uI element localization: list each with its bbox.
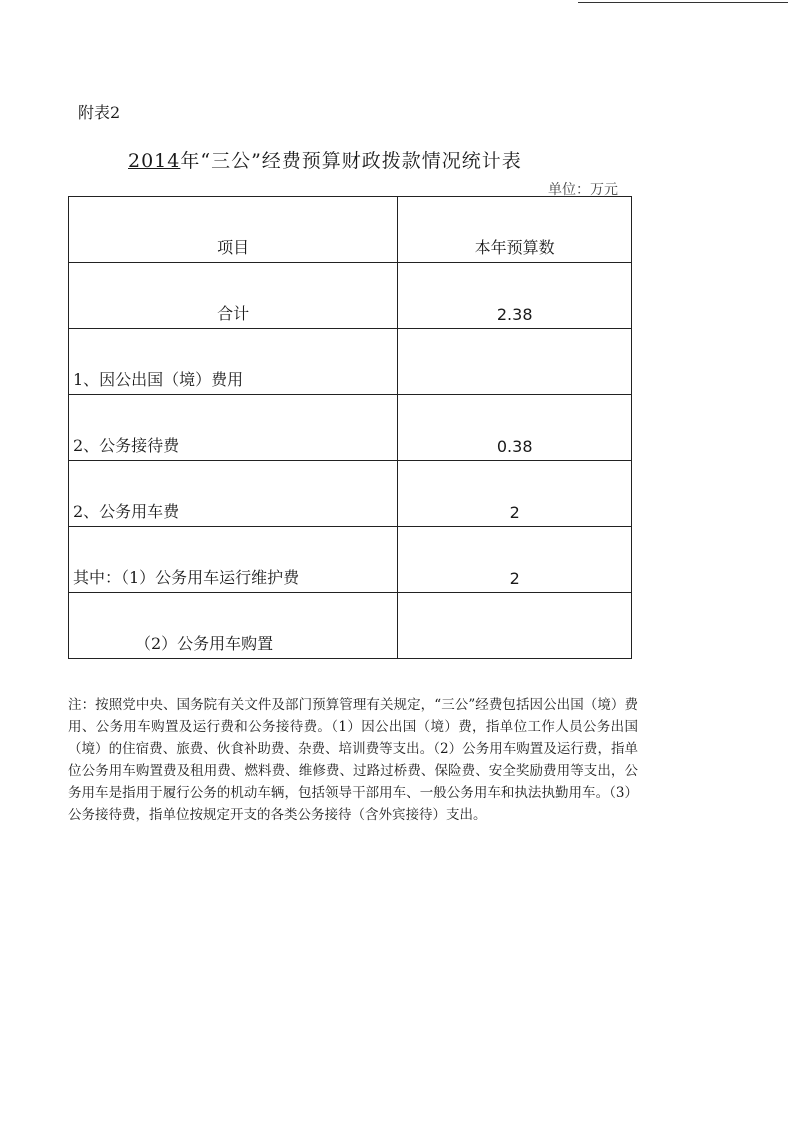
title-year: 2014 [128,150,181,172]
row-item: 1、因公出国（境）费用 [69,329,398,395]
table-row [69,329,632,395]
row-item: 合计 [69,263,398,329]
row-value: 2 [398,461,632,527]
table-row [69,527,632,593]
header-value: 本年预算数 [398,197,632,263]
table-row [69,461,632,527]
row-value: 0.38 [398,395,632,461]
appendix-label: 附表2 [78,103,121,122]
table-row [69,263,632,329]
row-value [398,329,632,395]
document-title [128,146,522,173]
top-edge-line [578,2,788,3]
row-item: 2、公务用车费 [69,461,398,527]
table-row [69,395,632,461]
table-header-row [69,197,632,263]
row-value [398,593,632,659]
footnote: 注：按照党中央、国务院有关文件及部门预算管理有关规定，“三公”经费包括因公出国（境）费用、公务用车购置及运行费和公务接待费。（1）因公出国（境）费，指单位工作人员公务出国（境）的住宿费、旅费、伙食补助费、杂费、培训费等支出。（2）公务用车购置及运行费，指单位公务用车购置费及租用费、燃料费、维修费、过路过桥费、保险费、安全奖励费用等支出，公务用车是指用于履行公务的机动车辆，包括领导干部用车、一般公务用车和执法执勤用车。（3）公务接待费，指单位按规定开支的各类公务接待（含外宾接待）支出。 [68,697,638,823]
row-item: 2、公务接待费 [69,395,398,461]
row-item: 其中：（1）公务用车运行维护费 [69,527,398,593]
row-item: （2）公务用车购置 [69,593,398,659]
row-value: 2.38 [398,263,632,329]
row-value: 2 [398,527,632,593]
table-row [69,593,632,659]
unit-label: 单位：万元 [548,182,618,198]
header-item: 项目 [69,197,398,263]
title-text: 年“三公”经费预算财政拨款情况统计表 [180,150,522,172]
budget-table [68,196,632,659]
